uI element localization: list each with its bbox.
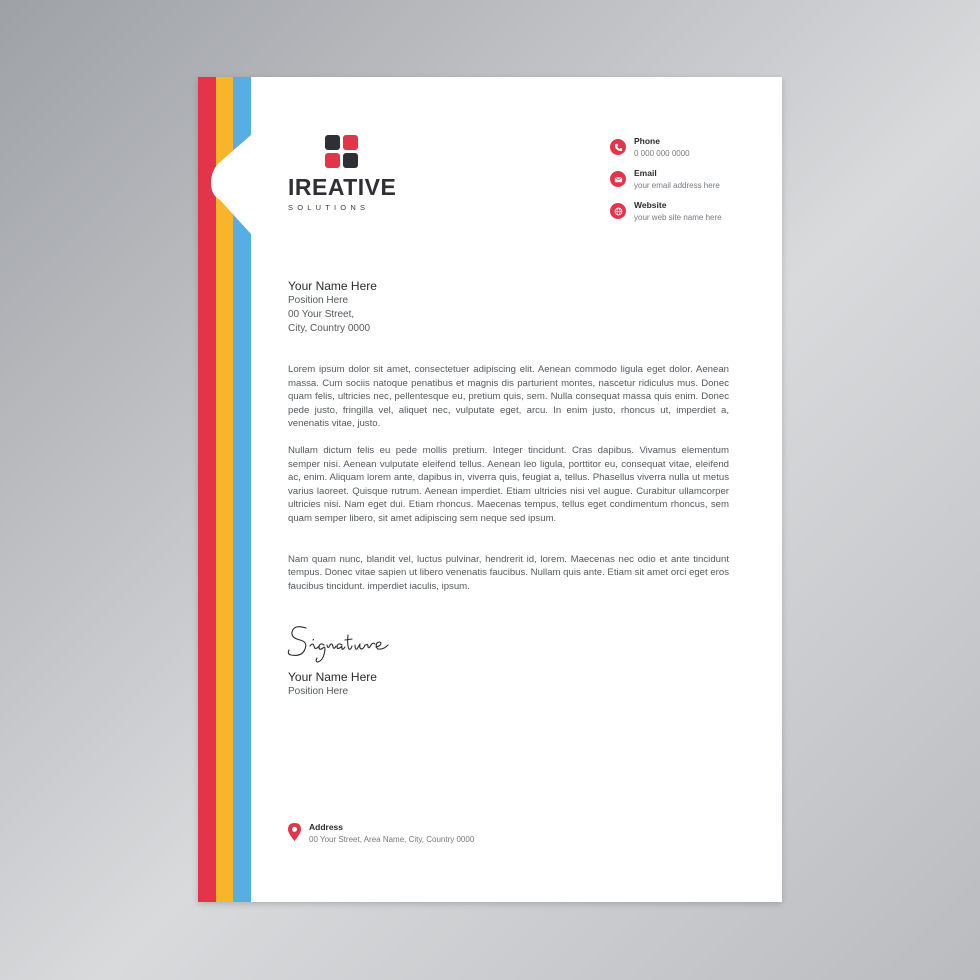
globe-icon (610, 203, 626, 219)
email-value: your email address here (634, 181, 720, 190)
contact-phone (610, 136, 770, 168)
letter-body (288, 363, 729, 593)
body-paragraph: Lorem ipsum dolor sit amet, consectetuer adipiscing elit. Aenean commodo ligula eget dolor. Aenean massa. Cum sociis natoque penatibus et magnis dis parturient montes, nascetur ridiculus mus. Donec quam felis, ultricies nec, pellentesque eu, pretium quis, sem. Nulla consequat massa quis enim. Donec pede justo, fringilla vel, aliquet nec, vulputate eget, arcu. In enim justo, rhoncus ut, imperdiet a, venenatis vitae, justo. (288, 364, 729, 430)
address-block (288, 821, 588, 851)
red-stripe (198, 77, 216, 902)
company-name: IREATIVE (288, 174, 397, 200)
contact-website (610, 200, 770, 232)
contact-block (610, 136, 770, 232)
email-icon (610, 171, 626, 187)
color-stripes (198, 77, 258, 902)
body-paragraph: Nullam dictum felis eu pede mollis pretium. Integer tincidunt. Cras dapibus. Vivamus elementum semper nisi. Aenean vulputate eleifend tellus. Aenean leo ligula, porttitor eu, consequat vitae, eleifend ac, enim. Aliquam lorem ante, dapibus in, viverra quis, feugiat a, tellus. Phasellus viverra nulla ut metus varius laoreet. Quisque rutrum. Aenean imperdiet. Etiam ultricies nisi vel augue. Curabitur ullamcorper ultricies nisi. Nam eget dui. Etiam rhoncus. Maecenas tempus, tellus eget condimentum rhoncus, sem quam semper libero, sit amet adipiscing sem neque sed ipsum. (288, 444, 729, 524)
website-value: your web site name here (634, 213, 722, 222)
contact-email (610, 168, 770, 200)
recipient-name: Your Name Here (288, 279, 377, 293)
company-logo (288, 135, 408, 215)
company-tagline: SOLUTIONS (288, 203, 370, 212)
recipient-position: Position Here (288, 295, 349, 306)
recipient-city: City, Country 0000 (288, 323, 371, 334)
signature-image (286, 620, 396, 665)
location-pin-icon (288, 823, 301, 841)
recipient-block (288, 279, 588, 336)
address-label: Address (309, 822, 344, 832)
logo-mark-icon (325, 135, 359, 169)
recipient-street: 00 Your Street, (288, 309, 355, 320)
phone-label: Phone (634, 136, 660, 146)
body-paragraph: Nam quam nunc, blandit vel, luctus pulvinar, hendrerit id, lorem. Maecenas nec odio et ante tincidunt tempus. Donec vitae sapien ut libero venenatis faucibus. Nullam quis ante. Etiam sit amet orci eget eros faucibus tincidunt. imperdiet iaculis, ipsum. (288, 553, 730, 592)
signer-position: Position Here (288, 686, 349, 697)
address-value: 00 Your Street, Area Name, City, Country 0000 (309, 835, 475, 844)
email-label: Email (634, 168, 657, 178)
signature-block (288, 670, 588, 699)
phone-icon (610, 139, 626, 155)
website-label: Website (634, 200, 667, 210)
letterhead-page (198, 77, 782, 902)
signer-name: Your Name Here (288, 670, 377, 684)
phone-value: 0 000 000 0000 (634, 149, 690, 158)
